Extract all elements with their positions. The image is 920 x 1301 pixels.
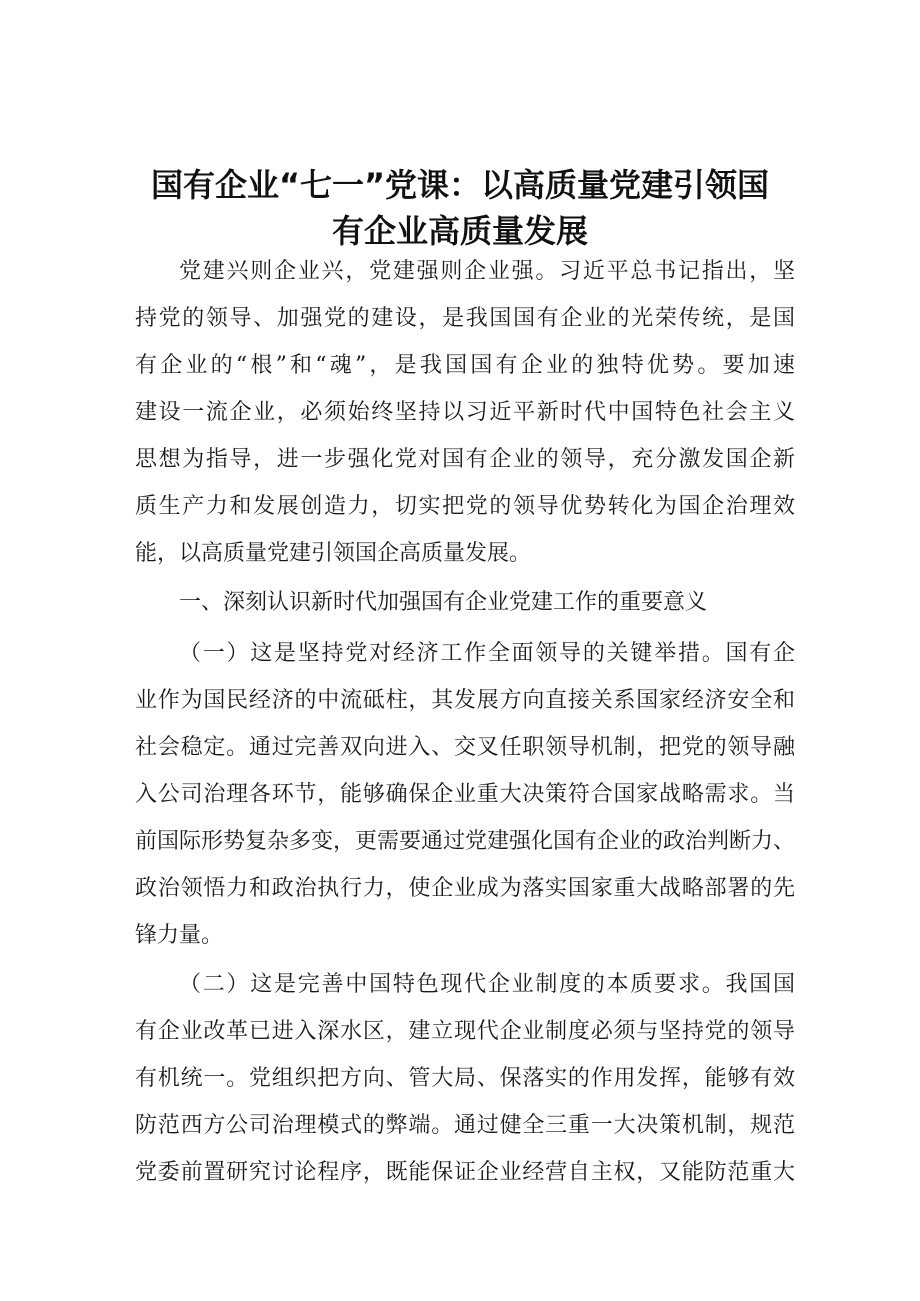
text-line: 有企业的“根”和“魂”，是我国国有企业的独特优势。要加速 [135,353,795,378]
text-line: 党委前置研究讨论程序，既能保证企业经营自主权，又能防范重大 [135,1160,795,1185]
intro-paragraph-line [0,250,920,294]
paragraph-2-line [0,1104,920,1148]
text-line: 前国际形势复杂多变，更需要通过党建强化国有企业的政治判断力、 [135,829,796,854]
text-line: 入公司治理各环节，能够确保企业重大决策符合国家战略需求。当 [135,782,795,807]
text-line: 业作为国民经济的中流砥柱，其发展方向直接关系国家经济安全和 [135,688,795,713]
text-line: 质生产力和发展创造力，切实把党的领导优势转化为国企治理效 [135,494,795,519]
text-line: 能，以高质量党建引领国企高质量发展。 [135,541,532,566]
paragraph-1-line [0,820,920,864]
document-title-line-2: 有企业高质量发展 [331,212,588,250]
intro-paragraph-line [0,485,920,529]
intro-paragraph-line [0,344,920,388]
document-title-line-1: 国有企业“七一”党课：以高质量党建引领国 [150,166,770,204]
text-line: （一）这是坚持党对经济工作全面领导的关键举措。国有企 [179,641,795,666]
text-line: 防范西方公司治理模式的弊端。通过健全三重一大决策机制，规范 [135,1113,795,1138]
intro-paragraph-line [0,391,920,435]
text-line: 持党的领导、加强党的建设，是我国国有企业的光荣传统，是国 [135,306,795,331]
text-line: （二）这是完善中国特色现代企业制度的本质要求。我国国 [179,972,795,997]
text-line: 党建兴则企业兴，党建强则企业强。习近平总书记指出，坚 [179,259,795,284]
text-line: 社会稳定。通过完善双向进入、交叉任职领导机制，把党的领导融 [135,735,795,760]
intro-paragraph-line [0,438,920,482]
paragraph-1-line [0,632,920,676]
paragraph-2-line [0,1057,920,1101]
section-heading [0,581,920,625]
text-line: 建设一流企业，必须始终坚持以习近平新时代中国特色社会主义 [135,400,795,425]
paragraph-1-line [0,914,920,958]
intro-paragraph-line [0,297,920,341]
text-line: 政治领悟力和政治执行力，使企业成为落实国家重大战略部署的先 [135,876,795,901]
paragraph-1-line [0,726,920,770]
text-line: 有机统一。党组织把方向、管大局、保落实的作用发挥，能够有效 [135,1066,795,1091]
text-line: 有企业改革已进入深水区，建立现代企业制度必须与坚持党的领导 [135,1019,795,1044]
paragraph-1-line [0,773,920,817]
paragraph-2-line [0,1010,920,1054]
section-1-heading: 一、深刻认识新时代加强国有企业党建工作的重要意义 [179,590,708,615]
paragraph-1-line [0,679,920,723]
intro-paragraph-line [0,532,920,576]
text-line: 锋力量。 [135,923,224,948]
paragraph-2-line [0,1151,920,1195]
paragraph-2-line [0,963,920,1007]
text-line: 思想为指导，进一步强化党对国有企业的领导，充分激发国企新 [135,447,795,472]
paragraph-1-line [0,867,920,911]
